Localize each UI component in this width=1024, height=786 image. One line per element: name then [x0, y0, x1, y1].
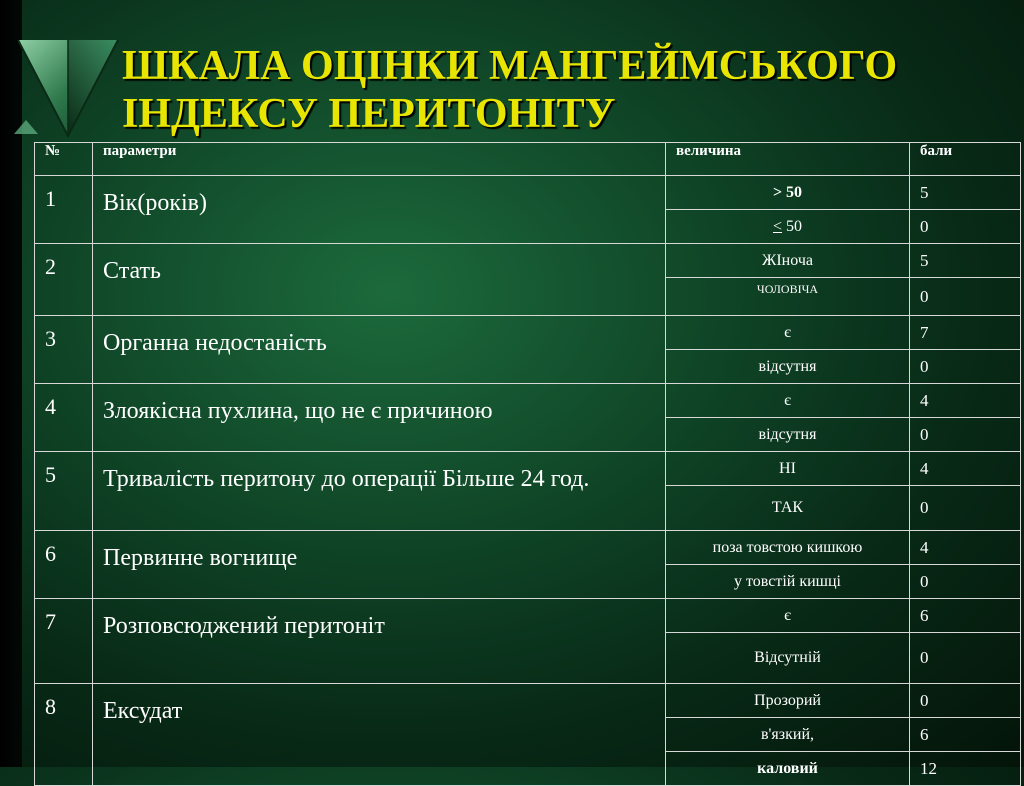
table-row [35, 684, 1021, 718]
row-num: 1 [35, 176, 93, 244]
row-value: ЖІноча [666, 244, 910, 278]
row-score: 7 [910, 316, 1021, 350]
row-score: 0 [910, 684, 1021, 718]
row-score: 0 [910, 486, 1021, 531]
row-score: 5 [910, 176, 1021, 210]
row-num: 2 [35, 244, 93, 316]
row-num: 5 [35, 452, 93, 531]
row-value: є [666, 384, 910, 418]
row-value-text: 50 [782, 217, 803, 235]
row-param: Ексудат [93, 684, 666, 786]
row-score: 0 [910, 565, 1021, 599]
row-score: 6 [910, 599, 1021, 633]
row-value: відсутня [666, 350, 910, 384]
row-score: 0 [910, 350, 1021, 384]
less-equal-sign: < [772, 217, 783, 235]
row-value: відсутня [666, 418, 910, 452]
row-num: 6 [35, 531, 93, 599]
row-value: НІ [666, 452, 910, 486]
header-value: величина [666, 143, 910, 176]
table-row [35, 316, 1021, 350]
row-value: у товстій кишці [666, 565, 910, 599]
row-score: 5 [910, 244, 1021, 278]
table-row [35, 531, 1021, 565]
title-line-2: ІНДЕКСУ ПЕРИТОНІТУ [122, 91, 616, 137]
table-row [35, 599, 1021, 633]
row-score: 0 [910, 418, 1021, 452]
row-param: Злоякісна пухлина, що не є причиною [93, 384, 666, 452]
table-row [35, 244, 1021, 278]
row-num: 3 [35, 316, 93, 384]
row-value: ТАК [666, 486, 910, 531]
row-score: 4 [910, 531, 1021, 565]
row-score: 0 [910, 210, 1021, 244]
row-param: Тривалість перитону до операції Більше 24 год. [93, 452, 666, 531]
mannheim-index-table [34, 142, 1021, 786]
row-num: 7 [35, 599, 93, 684]
row-value: поза товстою кишкою [666, 531, 910, 565]
page-title [122, 42, 1002, 138]
pyramid-logo-icon [14, 36, 122, 140]
row-value: ЧОЛОВІЧА [666, 278, 910, 316]
row-value: є [666, 599, 910, 633]
row-value: > 50 [666, 176, 910, 210]
row-param: Органна недостаність [93, 316, 666, 384]
row-score: 12 [910, 752, 1021, 786]
header-param: параметри [93, 143, 666, 176]
row-param: Первинне вогнище [93, 531, 666, 599]
table-row [35, 384, 1021, 418]
table-row [35, 452, 1021, 486]
row-param: Стать [93, 244, 666, 316]
row-score: 4 [910, 452, 1021, 486]
row-param: Розповсюджений перитоніт [93, 599, 666, 684]
row-score: 6 [910, 718, 1021, 752]
row-score: 4 [910, 384, 1021, 418]
row-num: 8 [35, 684, 93, 786]
row-value: каловий [666, 752, 910, 786]
row-value: в'язкий, [666, 718, 910, 752]
row-score: 0 [910, 278, 1021, 316]
table-header-row [35, 143, 1021, 176]
title-line-1: ШКАЛА ОЦІНКИ МАНГЕЙМСЬКОГО [122, 43, 898, 89]
row-value: є [666, 316, 910, 350]
table-row [35, 176, 1021, 210]
row-value [666, 210, 910, 244]
header-score: бали [910, 143, 1021, 176]
row-value: Відсутній [666, 633, 910, 684]
row-value: Прозорий [666, 684, 910, 718]
header-num: № [35, 143, 93, 176]
row-score: 0 [910, 633, 1021, 684]
row-num: 4 [35, 384, 93, 452]
row-param: Вік(років) [93, 176, 666, 244]
